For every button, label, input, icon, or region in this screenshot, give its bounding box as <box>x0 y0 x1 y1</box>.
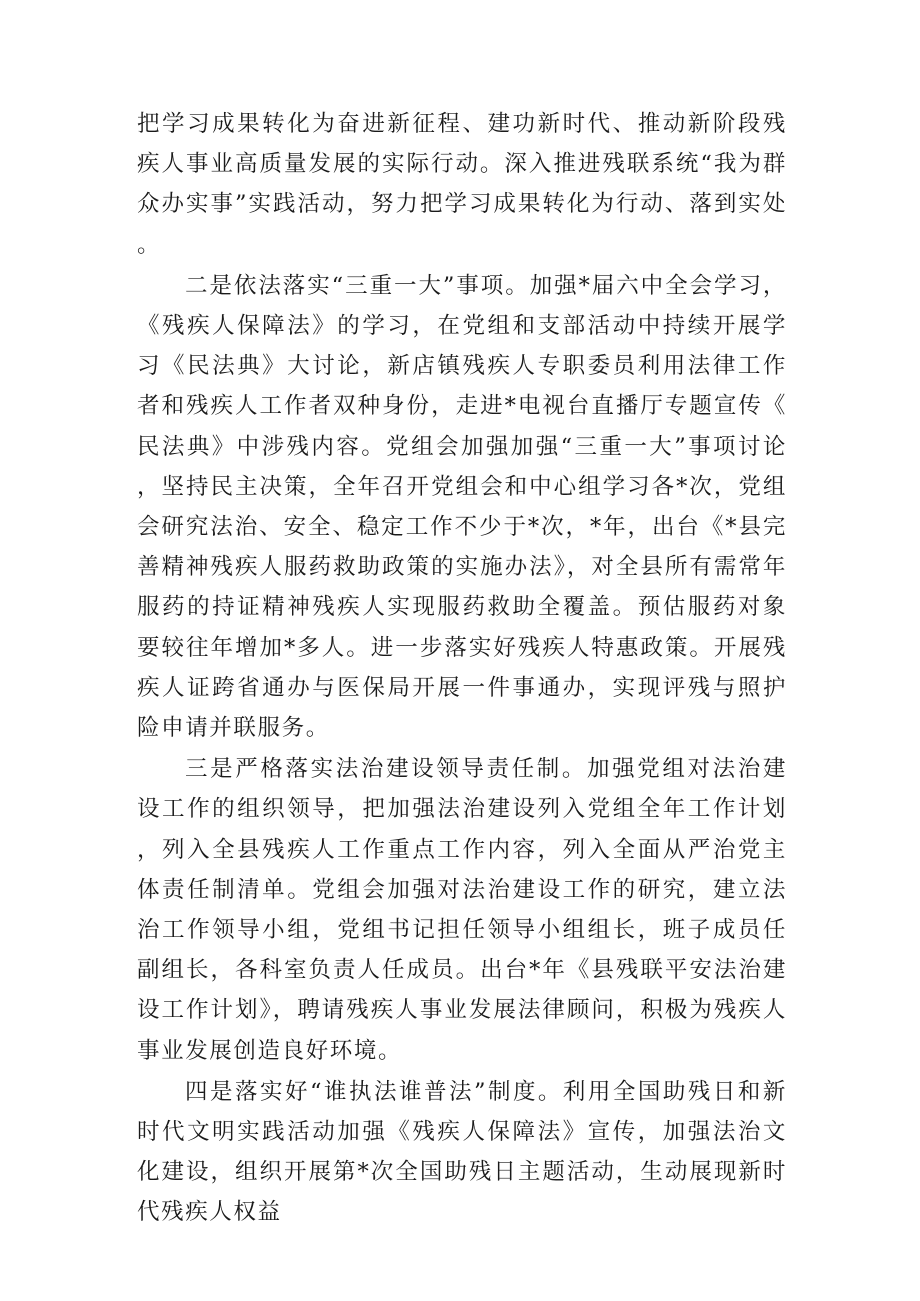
document-body <box>137 104 787 1234</box>
paragraph-item-two: 二是依法落实“三重一大”事项。加强*届六中全会学习，《残疾人保障法》的学习，在党组和支部活动中持续开展学习《民法典》大讨论，新店镇残疾人专职委员利用法律工作者和残疾人工作者双种身份，走进*电视台直播厅专题宣传《民法典》中涉残内容。党组会加强加强“三重一大”事项讨论，坚持民主决策，全年召开党组会和中心组学习各*次，党组会研究法治、安全、稳定工作不少于*次，*年，出台《*县完善精神残疾人服药救助政策的实施办法》，对全县所有需常年服药的持证精神残疾人实现服药救助全覆盖。预估服药对象要较往年增加*多人。进一步落实好残疾人特惠政策。开展残疾人证跨省通办与医保局开展一件事通办，实现评残与照护险申请并联服务。 <box>137 272 787 742</box>
paragraph-continuation: 把学习成果转化为奋进新征程、建功新时代、推动新阶段残疾人事业高质量发展的实际行动。深入推进残联系统“我为群众办实事”实践活动，努力把学习成果转化为行动、落到实处。 <box>137 111 787 258</box>
paragraph-item-four: 四是落实好“谁执法谁普法”制度。利用全国助残日和新时代文明实践活动加强《残疾人保障法》宣传，加强法治文化建设，组织开展第*次全国助残日主题活动，生动展现新时代残疾人权益 <box>137 1078 787 1226</box>
paragraph-item-three: 三是严格落实法治建设领导责任制。加强党组对法治建设工作的组织领导，把加强法治建设列入党组全年工作计划，列入全县残疾人工作重点工作内容，列入全面从严治党主体责任制清单。党组会加强对法治建设工作的研究，建立法治工作领导小组，党组书记担任领导小组组长，班子成员任副组长，各科室负责人任成员。出台*年《县残联平安法治建设工作计划》，聘请残疾人事业发展法律顾问，积极为残疾人事业发展创造良好环境。 <box>137 756 787 1064</box>
